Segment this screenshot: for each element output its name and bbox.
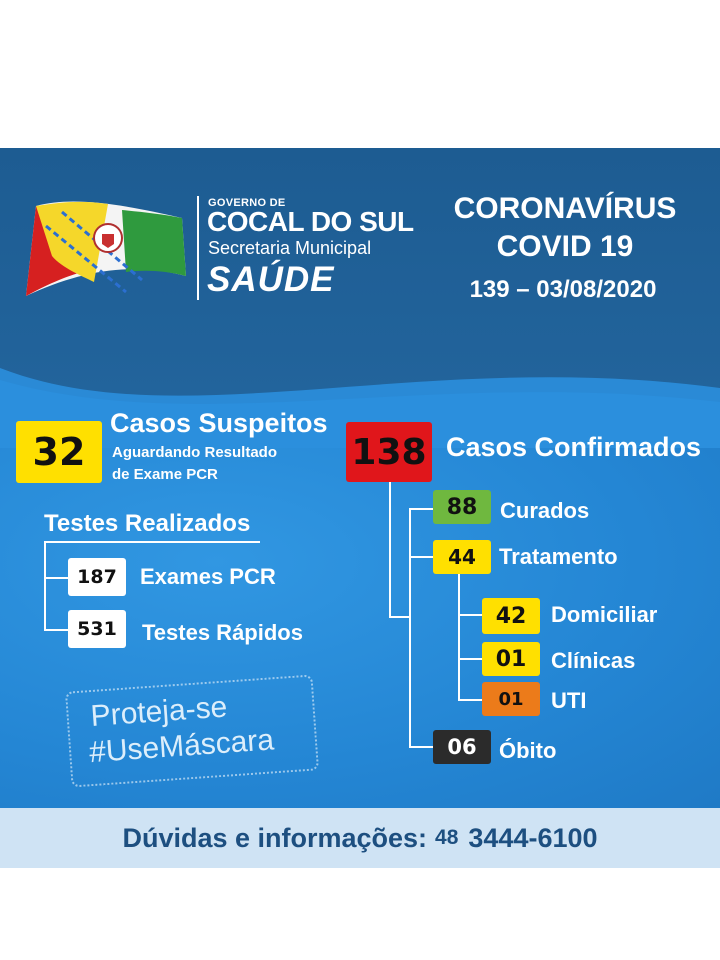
- slogan-line1: Proteja-se: [89, 690, 229, 733]
- title-coronavirus: CORONAVÍRUS: [453, 192, 677, 225]
- branch-tratamento: [409, 556, 433, 558]
- testes-tree-line: [44, 543, 46, 630]
- uti-label: UTI: [551, 688, 587, 713]
- suspeitos-sub2: de Exame PCR: [112, 466, 218, 483]
- branch-obito: [409, 746, 433, 748]
- municipal-flag-icon: [22, 196, 190, 306]
- confirmados-count-badge: 138: [346, 422, 432, 482]
- rapidos-count-badge: 531: [68, 610, 126, 648]
- confirmados-stem-line: [389, 482, 391, 618]
- uti-count-badge: 01: [482, 682, 540, 716]
- testes-heading: Testes Realizados: [44, 510, 251, 537]
- pcr-count-badge: 187: [68, 558, 126, 596]
- suspeitos-label: Casos Suspeitos: [110, 408, 328, 438]
- branch-uti: [458, 699, 482, 701]
- footer-area-code: 48: [435, 826, 459, 849]
- domiciliar-count-badge: 42: [482, 598, 540, 634]
- title-covid: COVID 19: [496, 230, 634, 263]
- logo-secretaria-text: Secretaria Municipal: [208, 238, 372, 258]
- domiciliar-label: Domiciliar: [551, 602, 658, 627]
- bulletin-number-date: 139 – 03/08/2020: [469, 276, 657, 303]
- slogan-box: [65, 674, 319, 787]
- logo-gov-text: GOVERNO DE: [208, 197, 286, 209]
- suspeitos-sub1: Aguardando Resultado: [112, 444, 278, 461]
- tratamento-count-badge: 44: [433, 540, 491, 574]
- slogan-hashtag: #UseMáscara: [88, 723, 276, 770]
- testes-heading-underline: [44, 541, 260, 543]
- clinicas-count-badge: 01: [482, 642, 540, 676]
- rapidos-label: Testes Rápidos: [142, 620, 303, 645]
- pcr-label: Exames PCR: [140, 564, 276, 589]
- obito-count-badge: 06: [433, 730, 491, 764]
- curados-label: Curados: [500, 498, 590, 523]
- branch-clinicas: [458, 658, 482, 660]
- branch-domiciliar: [458, 614, 482, 616]
- logo-divider: [197, 196, 199, 300]
- confirmados-label: Casos Confirmados: [446, 432, 702, 462]
- testes-branch-pcr: [44, 577, 68, 579]
- branch-curados: [409, 508, 433, 510]
- suspeitos-count-badge: 32: [16, 421, 102, 483]
- tratamento-tree-line: [458, 573, 460, 701]
- confirmados-stem-connector: [389, 616, 411, 618]
- confirmados-tree-line: [409, 508, 411, 748]
- clinicas-label: Clínicas: [551, 648, 636, 673]
- covid-bulletin-card: [0, 148, 720, 868]
- footer-text: Dúvidas e informações:: [122, 822, 428, 853]
- footer-contact-bar: [0, 808, 720, 868]
- tratamento-label: Tratamento: [499, 544, 618, 569]
- footer-phone: 3444-6100: [468, 822, 598, 853]
- curados-count-badge: 88: [433, 490, 491, 524]
- testes-branch-rapidos: [44, 629, 68, 631]
- logo-city-text: COCAL DO SUL: [207, 206, 414, 237]
- logo-saude-text: SAÚDE: [207, 260, 335, 299]
- obito-label: Óbito: [499, 738, 557, 763]
